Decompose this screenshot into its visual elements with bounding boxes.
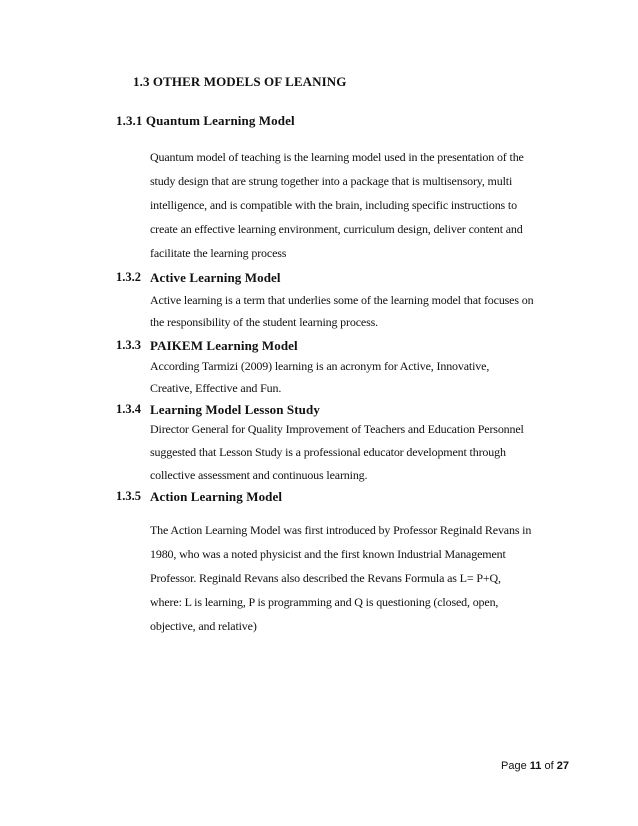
current-page-number: 11 bbox=[529, 760, 542, 772]
subsection-1-title: Quantum Learning Model bbox=[145, 113, 295, 128]
subsection-1-number: 1.3.1 bbox=[116, 113, 143, 128]
subsection-3-title: PAIKEM Learning Model bbox=[150, 338, 298, 353]
paragraph-line: objective, and relative) bbox=[150, 619, 257, 633]
page-label: Page bbox=[501, 760, 527, 772]
paragraph-line: suggested that Lesson Study is a professional educator development through bbox=[150, 445, 506, 459]
paragraph-line: the responsibility of the student learning process. bbox=[150, 315, 378, 329]
paragraph-line: According Tarmizi (2009) learning is an acronym for Active, Innovative, bbox=[150, 359, 490, 373]
subsection-5-number: 1.3.5 bbox=[116, 489, 141, 503]
subsection-4-title: Learning Model Lesson Study bbox=[150, 402, 320, 417]
paragraph-line: Creative, Effective and Fun. bbox=[150, 381, 282, 395]
total-pages-number: 27 bbox=[556, 760, 569, 772]
of-label: of bbox=[544, 760, 554, 772]
paragraph-line: Professor. Reginald Revans also described the Revans Formula as L= P+Q, bbox=[150, 571, 501, 585]
paragraph-line: 1980, who was a noted physicist and the first known Industrial Management bbox=[150, 547, 506, 561]
subsection-2-title: Active Learning Model bbox=[150, 270, 281, 285]
subsection-1-heading bbox=[116, 113, 295, 129]
paragraph-line: The Action Learning Model was first introduced by Professor Reginald Revans in bbox=[150, 523, 532, 537]
subsection-2-number: 1.3.2 bbox=[116, 270, 141, 284]
paragraph-line: Director General for Quality Improvement of Teachers and Education Personnel bbox=[150, 422, 524, 436]
paragraph-line: study design that are strung together into a package that is multisensory, multi bbox=[150, 174, 513, 188]
subsection-5-title: Action Learning Model bbox=[150, 489, 283, 504]
paragraph-line: where: L is learning, P is programming and Q is questioning (closed, open, bbox=[150, 595, 499, 609]
paragraph-line: Active learning is a term that underlies some of the learning model that focuses on bbox=[150, 293, 534, 307]
paragraph-line: Quantum model of teaching is the learning model used in the presentation of the bbox=[150, 150, 524, 164]
paragraph-line: facilitate the learning process bbox=[150, 246, 287, 260]
page-number-footer bbox=[501, 760, 569, 772]
section-title: 1.3 OTHER MODELS OF LEANING bbox=[133, 74, 347, 89]
subsection-4-number: 1.3.4 bbox=[116, 402, 141, 416]
paragraph-line: intelligence, and is compatible with the brain, including specific instructions to bbox=[150, 198, 517, 212]
paragraph-line: create an effective learning environment, curriculum design, deliver content and bbox=[150, 222, 523, 236]
paragraph-line: collective assessment and continuous learning. bbox=[150, 468, 368, 482]
subsection-3-number: 1.3.3 bbox=[116, 338, 141, 352]
